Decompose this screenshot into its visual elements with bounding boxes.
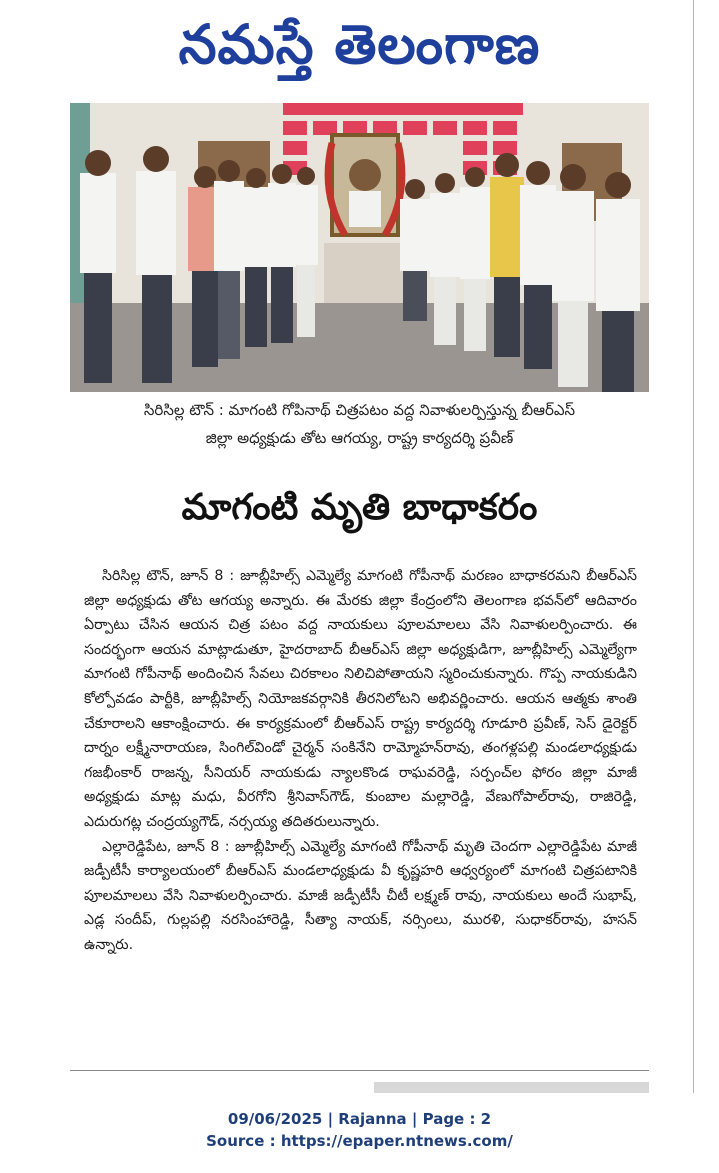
news-photo [70, 103, 649, 392]
group-photo-illustration [70, 103, 649, 392]
page-footer [0, 1108, 719, 1152]
article-paragraph-2: ఎల్లారెడ్డిపేట, జూన్ 8 : జూబ్లీహిల్స్ ఎమ్మెల్యే మాగంటి గోపీనాథ్ మృతి చెందగా ఎల్లారెడ్డిపేట మాజీ జడ్పీటీసీ కార్యాలయంలో బీఆర్ఎస్ మండలాధ్యక్షుడు వీ కృష్ణహరి ఆధ్వర్యంలో మాగంటి చిత్రపటానికి పూలమాలలు వేసి నివాళులర్పించారు. మాజీ జడ్పీటీసీ చీటీ లక్ష్మణ్ రావు, నాయకులు అందే సుభాష్, ఎడ్ల సందీప్, గుల్లపల్లి నరసింహారెడ్డి, సీత్యా నాయక్, నర్సింలు, మురళి, సుధాకర్‌రావు, హసన్ ఉన్నారు. [84, 838, 637, 953]
newspaper-title: నమస్తే తెలంగాణ [178, 12, 541, 76]
column-divider [693, 0, 694, 1093]
article-end-rule [70, 1070, 649, 1071]
article-headline: మాగంటి మృతి బాధాకరం [181, 487, 538, 528]
photo-caption [70, 396, 649, 452]
caption-line-1: సిరిసిల్ల టౌన్ : మాగంటి గోపినాథ్ చిత్రపటం వద్ద నివాళులర్పిస్తున్న బీఆర్ఎస్ [143, 401, 576, 419]
footer-source-link[interactable]: Source : https://epaper.ntnews.com/ [206, 1132, 513, 1150]
article-paragraph-1: సిరిసిల్ల టౌన్, జూన్ 8 : జూబ్లీహిల్స్ ఎమ్మెల్యే మాగంటి గోపీనాథ్ మరణం బాధాకరమని బీఆర్ఎస్ జిల్లా అధ్యక్షుడు తోట ఆగయ్య అన్నారు. ఈ మేరకు జిల్లా కేంద్రంలోని తెలంగాణ భవన్‌లో ఆదివారం ఏర్పాటు చేసిన ఆయన చిత్ర పటం వద్ద నాయకులు పూలమాలలు వేసి నివాళులర్పించారు. ఈ సందర్భంగా ఆయన మాట్లాడుతూ, హైదరాబాద్ బీఆర్ఎస్ జిల్లా అధ్యక్షుడిగా, జూబ్లీహిల్స్ ఎమ్మెల్యేగా మాగంటి గోపీనాథ్ అందించిన సేవలు చిరకాలం నిలిచిపోతాయని స్మరించుకున్నారు. గొప్ప నాయకుడిని కోల్పోవడం పార్టీకి, జూబ్లీహిల్స్ నియోజకవర్గానికి తీరనిలోటని అభివర్ణించారు. ఆయన ఆత్మకు శాంతి చేకూరాలని ఆకాంక్షించారు. ఈ కార్యక్రమంలో బీఆర్ఎస్ రాష్ట్ర కార్యదర్శి గూడూరి ప్రవీణ్, సెస్ డైరెక్టర్ దార్నం లక్ష్మీనారాయణ, సింగిల్‌విండో చైర్మన్ సంకినేని రామ్మోహన్‌రావు, తంగళ్లపల్లి మండలాధ్యక్షుడు గజభీంకార్ రాజన్న, సీనియర్ నాయకుడు న్యాలకొండ రాఘవరెడ్డి, సర్పంచ్‌ల ఫోరం జిల్లా మాజీ అధ్యక్షుడు మాట్ల మధు, వీరగోని శ్రీనివాస్‌గౌడ్, కుంబాల మల్లారెడ్డి, వేణుగోపాల్‌రావు, రాజిరెడ్డి, ఎదురుగట్ల చంద్రయ్యగౌడ్, నర్సయ్య తదితరులున్నారు. [84, 568, 637, 830]
article-body [84, 564, 637, 958]
next-article-fragment [374, 1082, 649, 1093]
masthead [0, 4, 719, 84]
footer-date-edition: 09/06/2025 | Rajanna | Page : 2 [227, 1110, 492, 1128]
caption-line-2: జిల్లా అధ్యక్షుడు తోట ఆగయ్య, రాష్ట్ర కార్యదర్శి ప్రవీణ్ [205, 429, 514, 447]
